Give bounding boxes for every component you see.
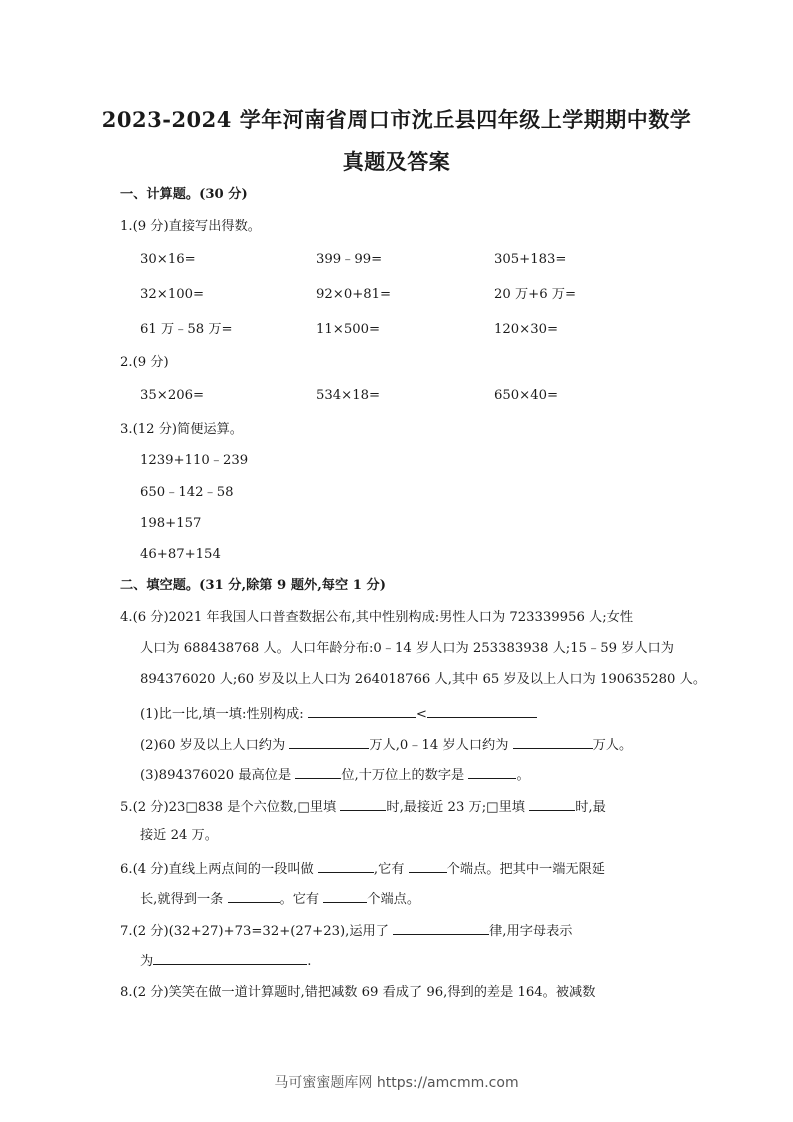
section2-heading: 二、填空题。(31 分,除第 9 题外,每空 1 分) xyxy=(120,578,386,593)
q3-label: 3.(12 分)简便运算。 xyxy=(120,422,243,437)
q4-line-1: 4.(6 分)2021 年我国人口普查数据公布,其中性别构成:男性人口为 723339956 人;女性 xyxy=(120,610,634,625)
q8-line-1: 8.(2 分)笑笑在做一道计算题时,错把减数 69 看成了 96,得到的差是 164。被减数 xyxy=(120,985,596,1000)
answer-blank[interactable] xyxy=(340,798,386,811)
q1-item: 399﹣99= xyxy=(316,252,383,267)
q1-item: 30×16= xyxy=(140,252,196,267)
q1-item: 120×30= xyxy=(494,322,559,337)
title-line-2: 真题及答案 xyxy=(342,149,451,174)
answer-blank[interactable] xyxy=(529,798,575,811)
answer-blank[interactable] xyxy=(513,736,593,749)
q7-line-1: 7.(2 分)(32+27)+73=32+(27+23),运用了 律,用字母表示 xyxy=(120,924,573,939)
q4-line-2: 人口为 688438768 人。人口年龄分布:0﹣14 岁人口为 253383938 人;15﹣59 岁人口为 xyxy=(140,641,674,656)
q1-item: 61 万﹣58 万= xyxy=(140,322,233,337)
q4-sub-1: (1)比一比,填一填:性别构成: < xyxy=(140,705,537,721)
answer-blank[interactable] xyxy=(427,705,537,718)
q3-item: 650﹣142﹣58 xyxy=(140,485,234,500)
q1-item: 11×500= xyxy=(316,322,381,337)
answer-blank[interactable] xyxy=(153,952,307,965)
q4-sub-3: (3)894376020 最高位是 位,十万位上的数字是 。 xyxy=(140,768,530,783)
q6-line-2: 长,就得到一条 。它有 个端点。 xyxy=(140,892,421,907)
q3-item: 198+157 xyxy=(140,516,202,531)
q5-line-2: 接近 24 万。 xyxy=(140,828,218,843)
q1-item: 32×100= xyxy=(140,287,205,302)
title-line-1: 2023-2024 学年河南省周口市沈丘县四年级上学期期中数学 xyxy=(101,107,692,132)
answer-blank[interactable] xyxy=(468,766,516,779)
answer-blank[interactable] xyxy=(289,736,369,749)
q2-label: 2.(9 分) xyxy=(120,355,169,370)
q2-item: 35×206= xyxy=(140,388,205,403)
q2-item: 534×18= xyxy=(316,388,381,403)
answer-blank[interactable] xyxy=(308,705,416,718)
answer-blank[interactable] xyxy=(318,860,374,873)
q1-label: 1.(9 分)直接写出得数。 xyxy=(120,219,261,234)
q1-item: 20 万+6 万= xyxy=(494,287,577,302)
answer-blank[interactable] xyxy=(409,860,447,873)
q3-item: 46+87+154 xyxy=(140,547,221,562)
q1-item: 92×0+81= xyxy=(316,287,392,302)
q7-line-2: 为 . xyxy=(140,954,312,969)
q4-line-3: 894376020 人;60 岁及以上人口为 264018766 人,其中 65 岁及以上人口为 190635280 人。 xyxy=(140,672,707,687)
q5-line-1: 5.(2 分)23□838 是个六位数,□里填 时,最接近 23 万;□里填 时,最 xyxy=(120,800,606,815)
section1-heading: 一、计算题。(30 分) xyxy=(120,187,248,202)
q2-item: 650×40= xyxy=(494,388,559,403)
answer-blank[interactable] xyxy=(295,766,341,779)
q4-sub-2: (2)60 岁及以上人口约为 万人,0﹣14 岁人口约为 万人。 xyxy=(140,738,633,753)
q3-item: 1239+110﹣239 xyxy=(140,453,249,468)
answer-blank[interactable] xyxy=(228,890,280,903)
answer-blank[interactable] xyxy=(323,890,367,903)
answer-blank[interactable] xyxy=(393,922,489,935)
q1-item: 305+183= xyxy=(494,252,567,267)
q6-line-1: 6.(4 分)直线上两点间的一段叫做 ,它有 个端点。把其中一端无限延 xyxy=(120,862,605,877)
footer-watermark: 马可蜜蜜题库网 https://amcmm.com xyxy=(274,1075,519,1091)
